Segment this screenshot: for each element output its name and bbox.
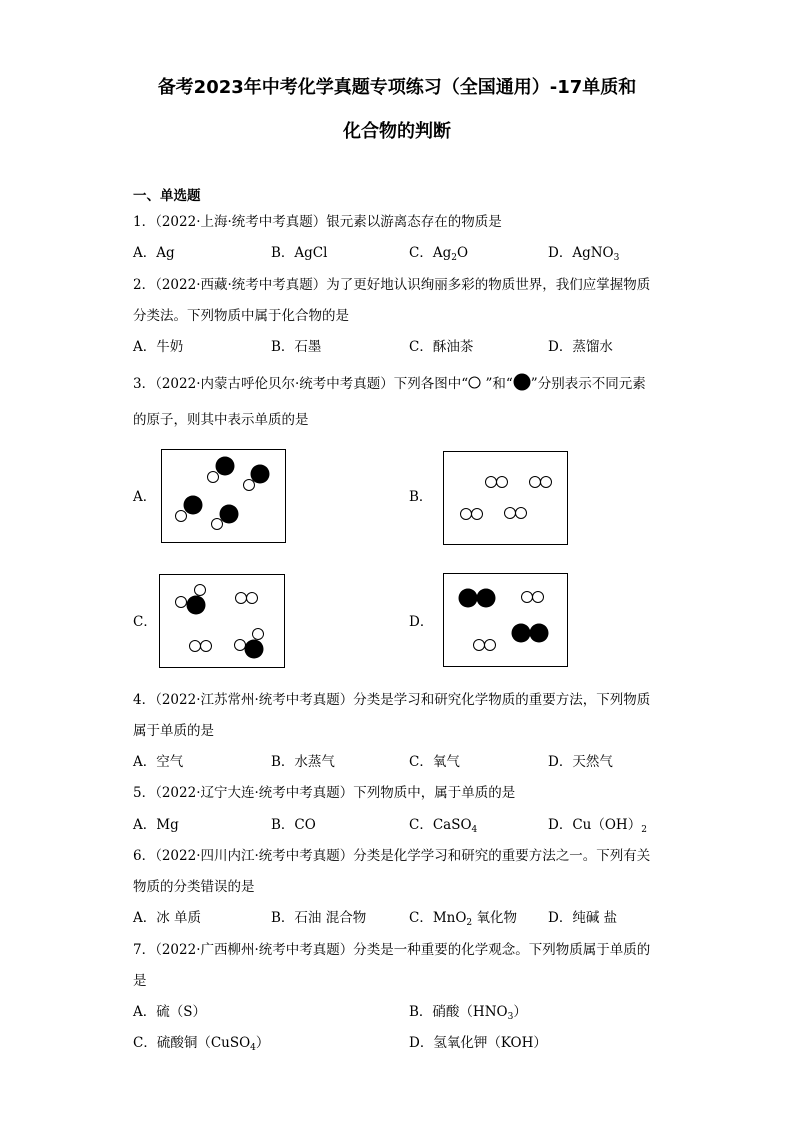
q3-stem-line-1: 3．（2022·内蒙古呼伦贝尔·统考中考真题）下列各图中“ ”和“ ”分别表示不同元素 — [133, 373, 646, 394]
q4-option-b[interactable]: B．水蒸气 — [271, 754, 335, 770]
q3-diagram-d[interactable] — [443, 573, 568, 667]
white-atom-icon — [468, 376, 481, 389]
q5-option-c[interactable]: C．CaSO$_4$ — [409, 817, 478, 835]
q5-option-a[interactable]: A．Mg — [133, 817, 179, 833]
q2-stem-line-1: 2．（2022·西藏·统考中考真题）为了更好地认识绚丽多彩的物质世界，我们应掌握物质 — [133, 277, 651, 293]
q7-option-d[interactable]: D．氢氧化钾（KOH） — [409, 1035, 547, 1051]
q4-option-c[interactable]: C．氧气 — [409, 754, 460, 770]
q7-option-b[interactable]: B．硝酸$(HNO_3)$ — [409, 1004, 527, 1022]
q3-diagram-c[interactable] — [159, 574, 285, 668]
black-atom-icon — [513, 373, 531, 391]
q3-diagram-b[interactable] — [443, 451, 568, 545]
q3-stem-line-2: 的原子，则其中表示单质的是 — [133, 412, 309, 428]
title-line-2: 化合物的判断 — [343, 121, 451, 142]
q1-option-b[interactable]: B．AgCl — [271, 245, 328, 261]
q4-option-a[interactable]: A．空气 — [133, 754, 184, 770]
q5-option-d[interactable]: D．$Cu(OH)_2$ — [548, 817, 647, 835]
q6-stem-line-1: 6．（2022·四川内江·统考中考真题）分类是化学学习和研究的重要方法之一。下列有关 — [133, 848, 651, 864]
q5-option-b[interactable]: B．CO — [271, 817, 316, 833]
q3-diagram-d-atoms — [444, 574, 567, 666]
q2-option-a[interactable]: A．牛奶 — [133, 339, 184, 355]
q2-stem-line-2: 分类法。下列物质中属于化合物的是 — [133, 308, 349, 324]
q5-stem: 5．（2022·辽宁大连·统考中考真题）下列物质中，属于单质的是 — [133, 785, 516, 801]
q4-stem-line-1: 4．（2022·江苏常州·统考中考真题）分类是学习和研究化学物质的重要方法，下列物质 — [133, 692, 651, 708]
q2-option-c[interactable]: C．酥油茶 — [409, 339, 474, 355]
q7-stem-line-1: 7．（2022·广西柳州·统考中考真题）分类是一种重要的化学观念。下列物质属于单质的 — [133, 942, 651, 958]
q6-option-d[interactable]: D．纯碱 盐 — [548, 910, 618, 926]
title-line-1: 备考2023年中考化学真题专项练习（全国通用）-17单质和 — [157, 77, 637, 98]
q3-diagram-a[interactable] — [161, 449, 286, 543]
q3-diagram-c-atoms — [160, 575, 284, 667]
q2-option-b[interactable]: B．石墨 — [271, 339, 322, 355]
q7-option-c[interactable]: C．硫酸铜（CuSO$_4$） — [133, 1035, 270, 1053]
q6-stem-line-2: 物质的分类错误的是 — [133, 879, 255, 895]
q6-option-b[interactable]: B．石油 混合物 — [271, 910, 367, 926]
q4-stem-line-2: 属于单质的是 — [133, 723, 214, 739]
q1-option-c[interactable]: C．$Ag_2O$ — [409, 245, 469, 263]
page-title — [60, 66, 734, 154]
q1-stem: 1．（2022·上海·统考中考真题）银元素以游离态存在的物质是 — [133, 214, 502, 230]
q2-option-d[interactable]: D．蒸馏水 — [548, 339, 613, 355]
q7-stem-line-2: 是 — [133, 973, 147, 989]
q7-option-a[interactable]: A．硫（S） — [133, 1004, 206, 1020]
q3-diagram-b-atoms — [444, 452, 567, 544]
q3-label-b[interactable]: B． — [409, 489, 433, 505]
q3-label-d[interactable]: D． — [409, 614, 434, 630]
q1-option-d[interactable]: D．AgNO$_3$ — [548, 245, 620, 263]
q3-diagram-a-atoms — [162, 450, 285, 542]
section-heading: 一、单选题 — [133, 188, 201, 204]
q6-option-a[interactable]: A．冰 单质 — [133, 910, 202, 926]
q3-label-a[interactable]: A． — [133, 489, 157, 505]
q1-option-a[interactable]: A．Ag — [133, 245, 175, 261]
q3-label-c[interactable]: C． — [133, 614, 157, 630]
q6-option-c[interactable]: C．MnO$_2$ 氧化物 — [409, 910, 517, 928]
q4-option-d[interactable]: D．天然气 — [548, 754, 613, 770]
